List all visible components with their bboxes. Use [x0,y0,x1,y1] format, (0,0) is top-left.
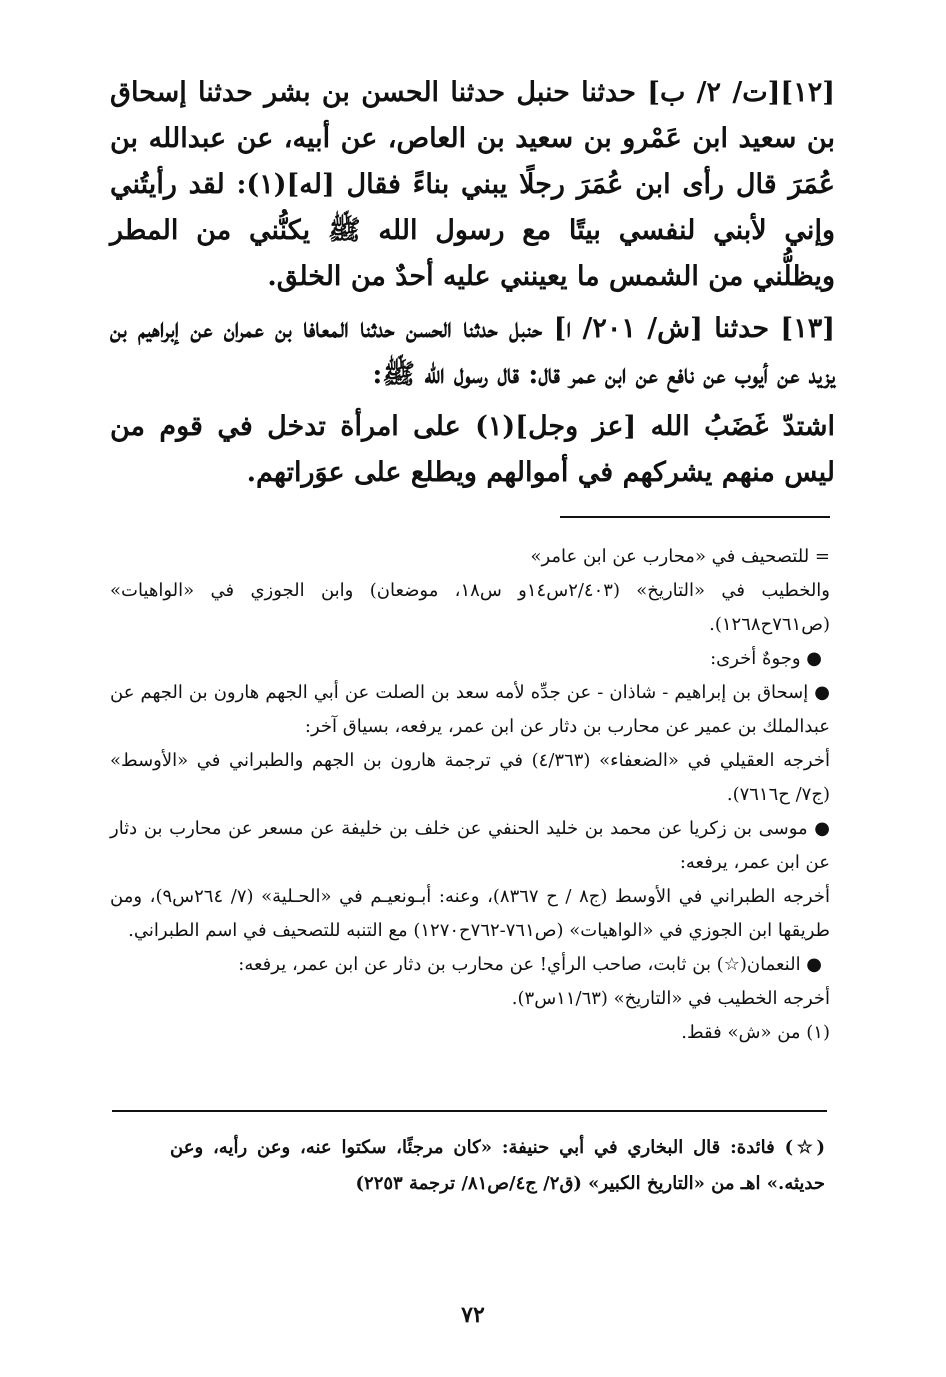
footnote-line: ● إسحاق بن إبراهيم - شاذان - عن جدِّه لأمه سعد بن الصلت عن أبي الجهم هارون بن الجهم عن عبدالملك بن عمير عن محارب بن دثار عن ابن عمر، يرفعه، بسياق آخر: [110,682,830,737]
footnote-line: ● موسى بن زكريا عن محمد بن خليد الحنفي عن خلف بن خليفة عن مسعر عن محارب بن دثار عن ابن عمر، يرفعه: [110,818,830,873]
hadith-13-isnad: [١٣] حدثنا [ش/ ٢٠١/ ا] حنبل حدثنا الحسن حدثنا المعافا بن عمران عن إبراهيم بن يزيد عن أيوب عن نافع عن ابن عمر قال: قال رسول الله ﷺ: [110,313,835,390]
fawaid-text: (☆) فائدة: قال البخاري في أبي حنيفة: «كان مرجئًا، سكتوا عنه، وعن رأيه، وعن حديثه.» اهـ من «التاريخ الكبير» (ق٢/ ج٤/ص٨١/ ترجمة ٢٢٥٣) [170,1137,825,1194]
footnote-line: والخطيب في «التاريخ» (٢/٤٠٣س١٤و س١٨، موضعان) وابن الجوزي في «الواهيات» (ص٧٦١ح١٢٦٨). [110,580,830,635]
footnotes [110,540,830,1050]
footnote-line: ● وجوهٌ أخرى: [710,648,822,669]
footnote-line: أخرجه العقيلي في «الضعفاء» (٤/٣٦٣) في ترجمة هارون بن الجهم والطبراني في «الأوسط» (ج٧/ ح٧٦١٦). [110,750,830,805]
main-text [110,70,835,502]
fawaid-note [170,1130,825,1202]
footnote-line: (١) من «ش» فقط. [681,1022,830,1043]
hadith-13-matn: اشتدّ غَضَبُ الله [عز وجل](١) على امرأة تدخل في قوم من ليس منهم يشركهم في أموالهم ويطلع على عوَراتهم. [110,411,836,488]
footnote-separator [560,516,830,518]
page-number: ٧٢ [461,1302,485,1328]
hadith-12-paragraph: [١٢][ت/ ٢/ ب] حدثنا حنبل حدثنا الحسن بن بشر حدثنا إسحاق بن سعيد ابن عَمْرو بن سعيد بن العاص، عن أبيه، عن عبدالله بن عُمَرَ قال رأى ابن عُمَرَ رجلًا يبني بناءً فقال [له](١): لقد رأيتُني وإني لأبني لنفسي بيتًا مع رسول الله ﷺ يكنُّني من المطر ويظلُّني من الشمس ما يعينني عليه أحدٌ من الخلق. [110,77,836,292]
footnote-line: ● النعمان(☆) بن ثابت، صاحب الرأي! عن محارب بن دثار عن ابن عمر، يرفعه: [238,954,822,975]
fawaid-separator [112,1110,827,1112]
footnote-line: أخرجه الطبراني في الأوسط (ج٨ / ح ٨٣٦٧)، وعنه: أبـونعيـم في «الحـلية» (٧/ ٢٦٤س٩)، ومن طريقها ابن الجوزي في «الواهيات» (ص٧٦١-٧٦٢ح١٢٧٠) مع التنبه للتصحيف في اسم الطبراني. [110,886,830,941]
footnote-line: = للتصحيف في «محارب عن ابن عامر» [530,546,830,567]
footnote-line: أخرجه الخطيب في «التاريخ» (١١/٦٣س٣). [511,988,830,1009]
